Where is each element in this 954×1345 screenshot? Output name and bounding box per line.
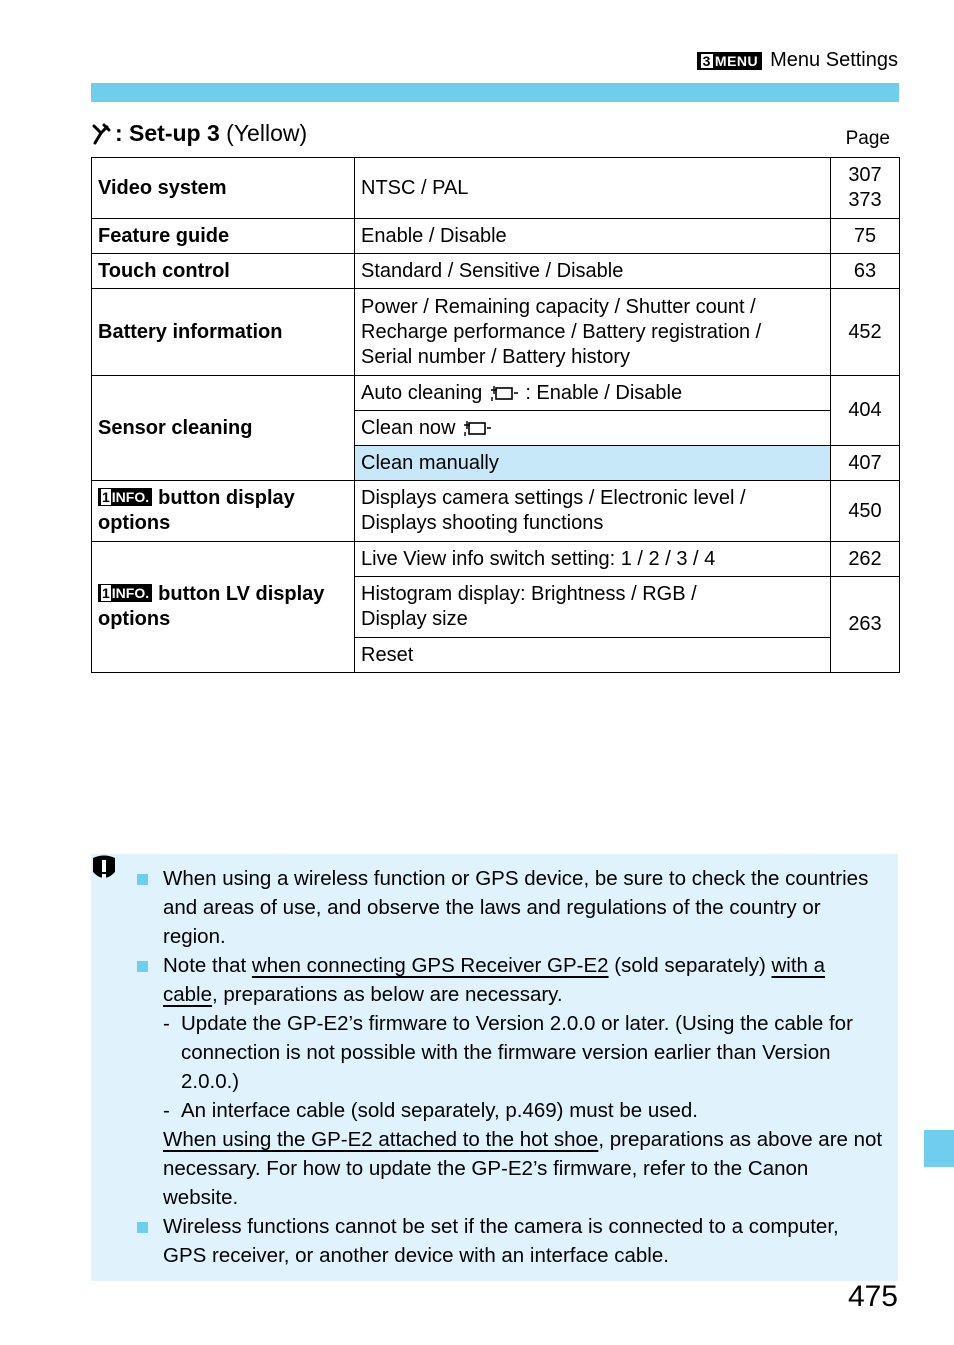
setting-name: 1 INFO. button display options	[92, 481, 355, 542]
info-button-icon: 1 INFO.	[98, 488, 152, 506]
page-ref: 450	[831, 481, 900, 542]
section-title-suffix: (Yellow)	[219, 120, 308, 146]
setting-name: Feature guide	[92, 219, 355, 254]
page-ref: 63	[831, 254, 900, 289]
setting-value: Reset	[355, 638, 831, 673]
page-column-label: Page	[845, 128, 890, 149]
table-row	[92, 219, 900, 254]
setting-name: Battery information	[92, 289, 355, 376]
setting-name: Sensor cleaning	[92, 376, 355, 481]
info-button-icon: 1 INFO.	[98, 584, 152, 602]
setting-value: Live View info switch setting: 1 / 2 / 3 / 4	[355, 542, 831, 577]
setting-name: Video system	[92, 158, 355, 219]
section-title	[91, 120, 307, 147]
chapter-tab	[924, 1130, 954, 1167]
menu-icon: 3 MENU	[697, 52, 763, 70]
sensor-cleaning-icon	[461, 417, 493, 437]
wrench-icon	[91, 123, 111, 145]
header-bar	[91, 83, 899, 102]
caution-list	[135, 864, 885, 1270]
caution-item: Note that when connecting GPS Receiver GP-E2 (sold separately) with a cable, preparations as below are necessary.	[135, 951, 885, 1009]
caution-item: When using a wireless function or GPS device, be sure to check the countries and areas of use, and observe the laws and regulations of the country or region.	[135, 864, 885, 951]
setting-value: Displays camera settings / Electronic level / Displays shooting functions	[355, 481, 831, 542]
setting-value: Clean manually	[355, 446, 831, 481]
caution-note: When using the GP-E2 attached to the hot shoe, preparations as above are not necessary. For how to update the GP-E2’s firmware, refer to the Canon website.	[163, 1128, 883, 1209]
page-number: 475	[847, 1280, 898, 1313]
table-row	[92, 376, 900, 411]
page-ref: 404	[831, 376, 900, 446]
setting-value: NTSC / PAL	[355, 158, 831, 219]
setting-name: 1 INFO. button LV display options	[92, 542, 355, 673]
setting-value: Power / Remaining capacity / Shutter count / Recharge performance / Battery registration / Serial number / Battery history	[355, 289, 831, 376]
sensor-cleaning-icon	[488, 382, 520, 402]
page-ref: 263	[831, 577, 900, 673]
table-row	[92, 542, 900, 577]
caution-box	[91, 854, 898, 1281]
caution-subitem: - An interface cable (sold separately, p.469) must be used.	[163, 1099, 698, 1122]
page-ref: 407	[831, 446, 900, 481]
setting-value: Clean now	[355, 411, 831, 446]
page-header	[697, 49, 898, 72]
caution-icon	[89, 854, 119, 884]
settings-table	[91, 157, 900, 673]
setting-value: Enable / Disable	[355, 219, 831, 254]
table-row	[92, 481, 900, 542]
setting-value: Histogram display: Brightness / RGB / Display size	[355, 577, 831, 638]
page-ref: 75	[831, 219, 900, 254]
table-row	[92, 158, 900, 219]
setting-name: Touch control	[92, 254, 355, 289]
setting-value: Standard / Sensitive / Disable	[355, 254, 831, 289]
table-row	[92, 254, 900, 289]
page-ref: 452	[831, 289, 900, 376]
page-ref: 262	[831, 542, 900, 577]
setting-value: Auto cleaning : Enable / Disable	[355, 376, 831, 411]
caution-item: Wireless functions cannot be set if the camera is connected to a computer, GPS receiver, or another device with an interface cable.	[135, 1212, 885, 1270]
header-title: Menu Settings	[770, 49, 898, 71]
caution-subitem: - Update the GP-E2’s firmware to Version 2.0.0 or later. (Using the cable for connection is not possible with the firmware version earlier than Version 2.0.0.)	[163, 1012, 853, 1093]
section-title-bold: : Set-up 3	[115, 120, 220, 146]
table-row	[92, 289, 900, 376]
page-ref: 307 373	[831, 158, 900, 219]
